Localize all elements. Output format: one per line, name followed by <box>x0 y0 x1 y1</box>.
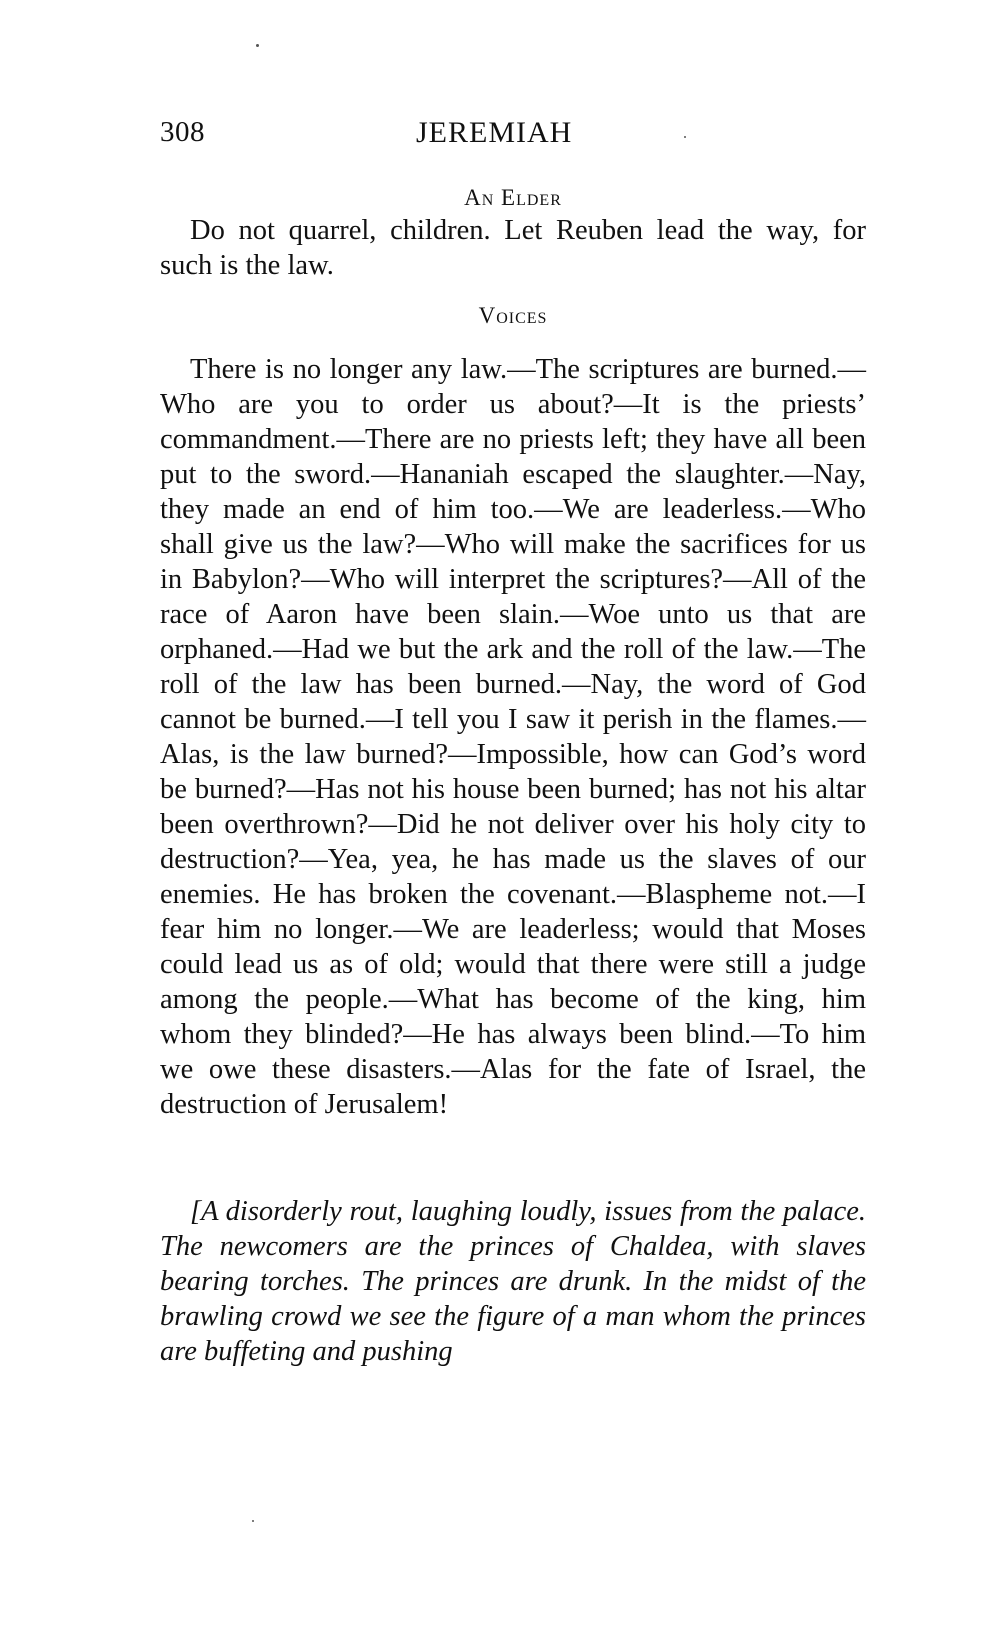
page-number: 308 <box>160 116 205 148</box>
speaker-heading-voices: Voices <box>478 303 548 328</box>
stage-direction: [A disorderly rout, laughing loudly, issues from the palace. The newcomers are the princes of Chaldea, with slaves bearing torches. The princes are drunk. In the midst of the brawling crowd we see the figure of a man whom the princes are buffeting and pushing <box>160 1196 866 1367</box>
page-header <box>160 116 866 160</box>
paper-speck <box>252 1520 254 1522</box>
running-title: JEREMIAH <box>416 116 573 149</box>
speaker-heading-elder: An Elder <box>464 185 562 210</box>
voices-speech: There is no longer any law.—The scriptures are burned.—Who are you to order us about?—It is the priests’ commandment.—There are no priests left; they have all been put to the sword.—Hananiah escaped the slaughter.—Nay, they made an end of him too.—We are leaderless.—Who shall give us the law?—Who will make the sacrifices for us in Babylon?—Who will interpret the scriptures?—All of the race of Aaron have been slain.—Woe unto us that are orphaned.—Had we but the ark and the roll of the law.—The roll of the law has been burned.—Nay, the word of God cannot be burned.—I tell you I saw it perish in the flames.—Alas, is the law burned?—Impossible, how can God’s word be burned?—Has not his house been burned; has not his altar been overthrown?—Did he not deliver over his holy city to destruction?—Yea, yea, he has made us the slaves of our enemies. He has broken the covenant.—Blaspheme not.—I fear him no longer.—We are leaderless; would that Moses could lead us as of old; would that there were still a judge among the people.—What has become of the king, him whom they blinded?—He has always been blind.—To him we owe these disasters.—Alas for the fate of Israel, the destruction of Jerusalem! <box>160 354 866 1120</box>
elder-speech: Do not quarrel, children. Let Reuben lead the way, for such is the law. <box>160 215 866 281</box>
paper-speck <box>256 44 259 47</box>
